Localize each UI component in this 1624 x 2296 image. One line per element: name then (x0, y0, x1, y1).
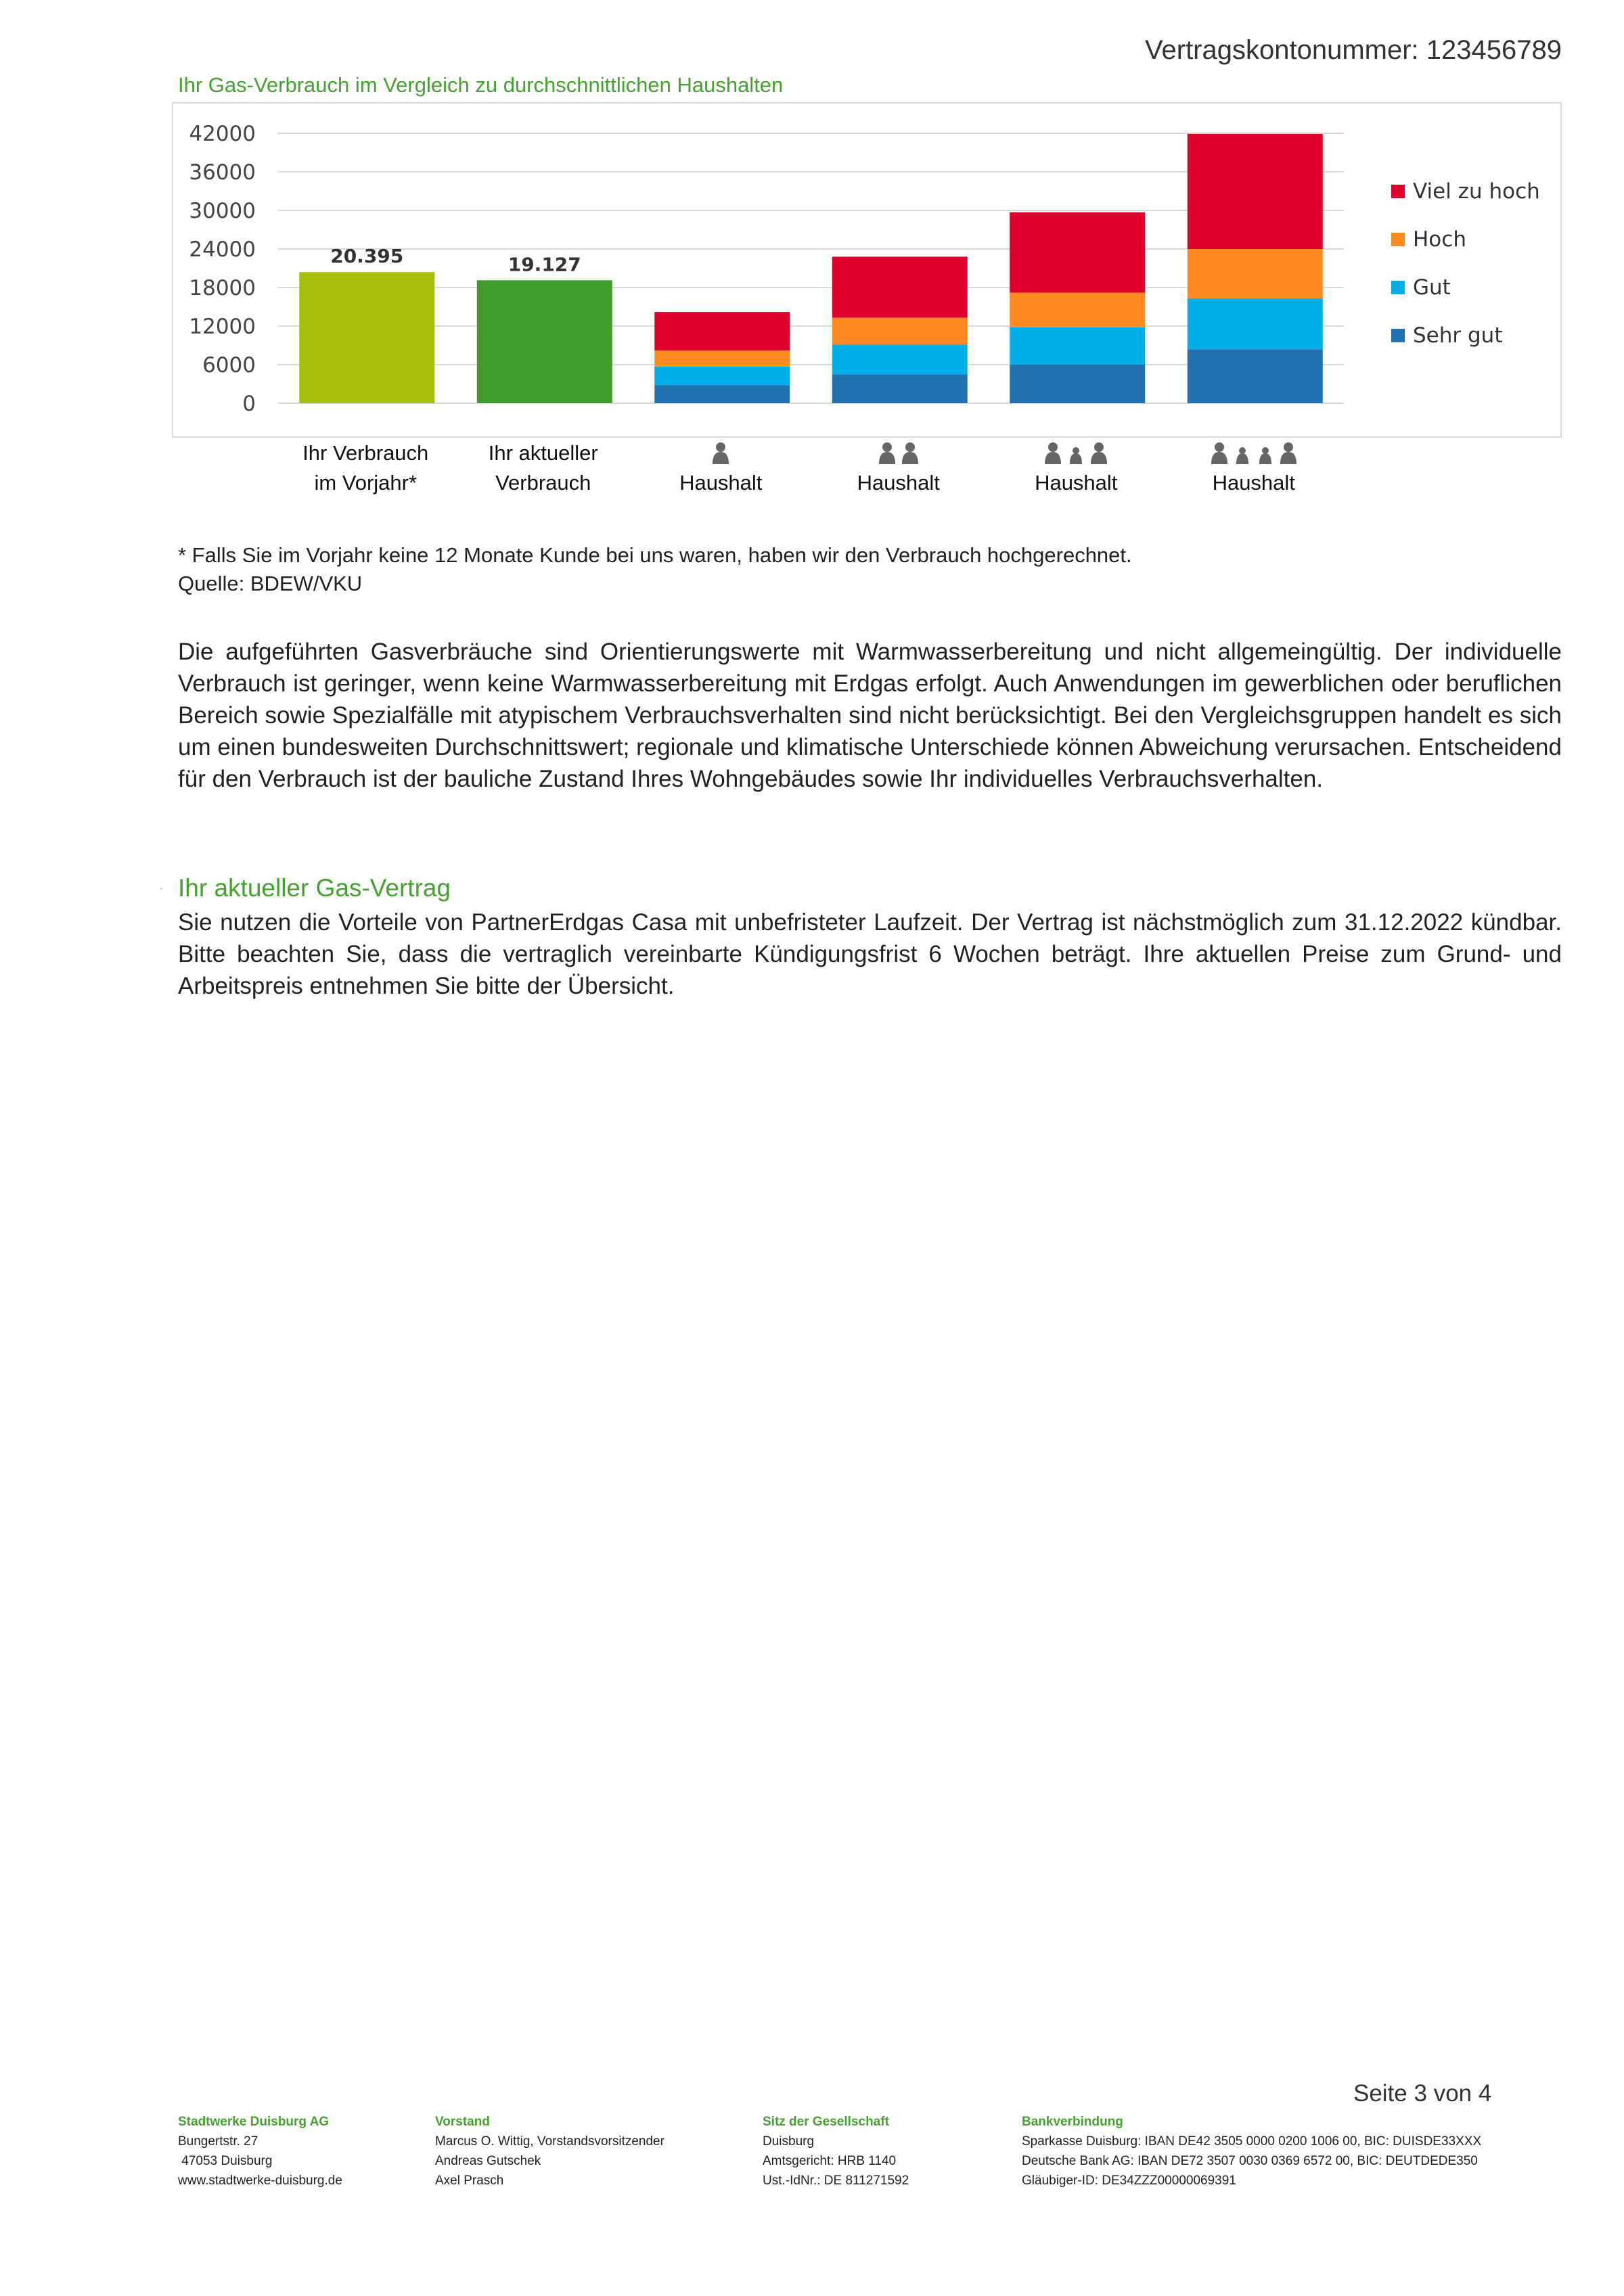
contract-heading: Ihr aktueller Gas-Vertrag (178, 874, 451, 902)
category-label (455, 438, 631, 498)
category-label-line: Haushalt (857, 471, 940, 495)
footer-bank (1022, 2112, 1481, 2190)
bar-segment-sehr-gut (832, 374, 968, 403)
y-tick-label: 12000 (189, 315, 256, 339)
category-label-line: Haushalt (1035, 471, 1118, 495)
footnote (178, 541, 1132, 598)
footer-seat-city: Duisburg (763, 2134, 815, 2149)
consumption-chart (173, 104, 1560, 436)
category-label-line: Ihr Verbrauch (302, 441, 429, 465)
footer-board-member: Marcus O. Wittig, Vorstandsvorsitzender (435, 2134, 664, 2149)
bar-segment-gut (1188, 298, 1323, 349)
bar-segment-gut (654, 367, 790, 386)
bar-segment-hoch (1188, 249, 1323, 298)
legend-label: Gut (1413, 275, 1451, 300)
bar-own-consumption (477, 280, 612, 403)
legend-label: Hoch (1413, 227, 1466, 252)
category-label (277, 438, 453, 498)
footer-board-member: Andreas Gutschek (435, 2154, 541, 2168)
footer-bank-title: Bankverbindung (1022, 2115, 1123, 2129)
bar-own-consumption (299, 272, 434, 403)
footer-board (435, 2112, 664, 2190)
category-label-line: Haushalt (679, 471, 763, 495)
bar-segment-hoch (832, 318, 968, 345)
bar-segment-viel-zu-hoch (1188, 134, 1323, 249)
household-persons-icon (633, 441, 809, 468)
legend-label: Viel zu hoch (1413, 179, 1540, 204)
footer-seat-vat: Ust.-IdNr.: DE 811271592 (763, 2174, 909, 2188)
page-number: Seite 3 von 4 (1353, 2080, 1492, 2107)
legend-swatch (1391, 281, 1405, 294)
y-tick-label: 0 (242, 392, 256, 416)
footer-bank-sparkasse: Sparkasse Duisburg: IBAN DE42 3505 0000 0200 1006 00, BIC: DUISDE33XXX (1022, 2134, 1482, 2149)
footer-seat-title: Sitz der Gesellschaft (763, 2115, 889, 2129)
data-label: 20.395 (330, 245, 404, 268)
bar-segment-sehr-gut (1188, 349, 1323, 403)
y-tick-label: 42000 (189, 122, 256, 146)
y-tick-label: 6000 (202, 353, 256, 377)
legend-swatch (1391, 233, 1405, 246)
footer-board-title: Vorstand (435, 2115, 490, 2129)
category-label (1166, 441, 1342, 498)
footer-company-website[interactable]: www.stadtwerke-duisburg.de (178, 2174, 342, 2188)
bar-segment-viel-zu-hoch (832, 256, 968, 317)
category-label (811, 441, 987, 498)
footer-company-city: 47053 Duisburg (178, 2154, 273, 2168)
category-label (988, 441, 1164, 498)
category-label (633, 441, 809, 498)
bar-segment-hoch (654, 350, 790, 367)
section-bullet: · (159, 881, 164, 896)
household-persons-icon (988, 441, 1164, 468)
footer-company-street: Bungertstr. 27 (178, 2134, 258, 2149)
legend-swatch (1391, 185, 1405, 198)
y-tick-label: 24000 (189, 237, 256, 262)
footnote-source: Quelle: BDEW/VKU (178, 572, 363, 595)
legend-label: Sehr gut (1413, 323, 1503, 348)
footer-board-member: Axel Prasch (435, 2174, 504, 2188)
footer-seat-court: Amtsgericht: HRB 1140 (763, 2154, 897, 2168)
account-number: Vertragskontonummer: 123456789 (1145, 35, 1562, 65)
y-tick-label: 30000 (189, 199, 256, 223)
footnote-extrapolation: * Falls Sie im Vorjahr keine 12 Monate Kunde bei uns waren, haben wir den Verbrauch hochgerechnet. (178, 543, 1132, 567)
legend-swatch (1391, 329, 1405, 342)
chart-area (172, 102, 1562, 438)
household-persons-icon (811, 441, 987, 468)
bar-segment-gut (832, 345, 968, 375)
footer-seat (763, 2112, 909, 2190)
bar-segment-sehr-gut (654, 385, 790, 403)
chart-title: Ihr Gas-Verbrauch im Vergleich zu durchschnittlichen Haushalten (178, 73, 784, 97)
footer-company-title: Stadtwerke Duisburg AG (178, 2115, 330, 2129)
footer-bank-deutsche-bank: Deutsche Bank AG: IBAN DE72 3507 0030 0369 6572 00, BIC: DEUTDEDE350 (1022, 2154, 1478, 2168)
category-label-line: im Vorjahr* (314, 471, 418, 495)
footer-company (178, 2112, 342, 2190)
bar-segment-viel-zu-hoch (654, 312, 790, 350)
category-label-line: Verbrauch (495, 471, 591, 495)
household-persons-icon (1166, 441, 1342, 468)
category-label-line: Haushalt (1212, 471, 1295, 495)
consumption-explanation: Die aufgeführten Gasverbräuche sind Orientierungswerte mit Warmwasserbereitung und nicht allgemeingültig. Der individuelle Verbrauch ist geringer, wenn keine Warmwasserbereitung mit Erdgas erfolgt. Auch Anwendungen im gewerblichen oder beruflichen Bereich sowie Spezialfälle mit atypischem Verbrauchsverhalten sind nicht berücksichtigt. Bei den Vergleichsgruppen handelt es sich um einen bundesweiten Durchschnittswert; regionale und klimatische Unterschiede können Abweichung verursachen. Entscheidend für den Verbrauch ist der bauliche Zustand Ihres Wohngebäudes sowie Ihr individuelles Verbrauchsverhalten. (178, 639, 1562, 792)
footer-bank-creditor-id: Gläubiger-ID: DE34ZZZ00000069391 (1022, 2174, 1236, 2188)
bar-segment-viel-zu-hoch (1010, 212, 1145, 293)
bar-segment-sehr-gut (1010, 365, 1145, 403)
data-label: 19.127 (508, 253, 581, 276)
category-label-line: Ihr aktueller (488, 441, 598, 465)
y-tick-label: 36000 (189, 160, 256, 185)
bar-segment-hoch (1010, 293, 1145, 327)
bar-segment-gut (1010, 327, 1145, 365)
y-tick-label: 18000 (189, 276, 256, 300)
contract-text: Sie nutzen die Vorteile von PartnerErdgas Casa mit unbefristeter Laufzeit. Der Vertrag ist nächstmöglich zum 31.12.2022 kündbar. Bitte beachten Sie, dass die vertraglich vereinbarte Kündigungsfrist 6 Wochen beträgt. Ihre aktuellen Preise zum Grund- und Arbeitspreis entnehmen Sie bitte der Übersicht. (178, 909, 1562, 999)
